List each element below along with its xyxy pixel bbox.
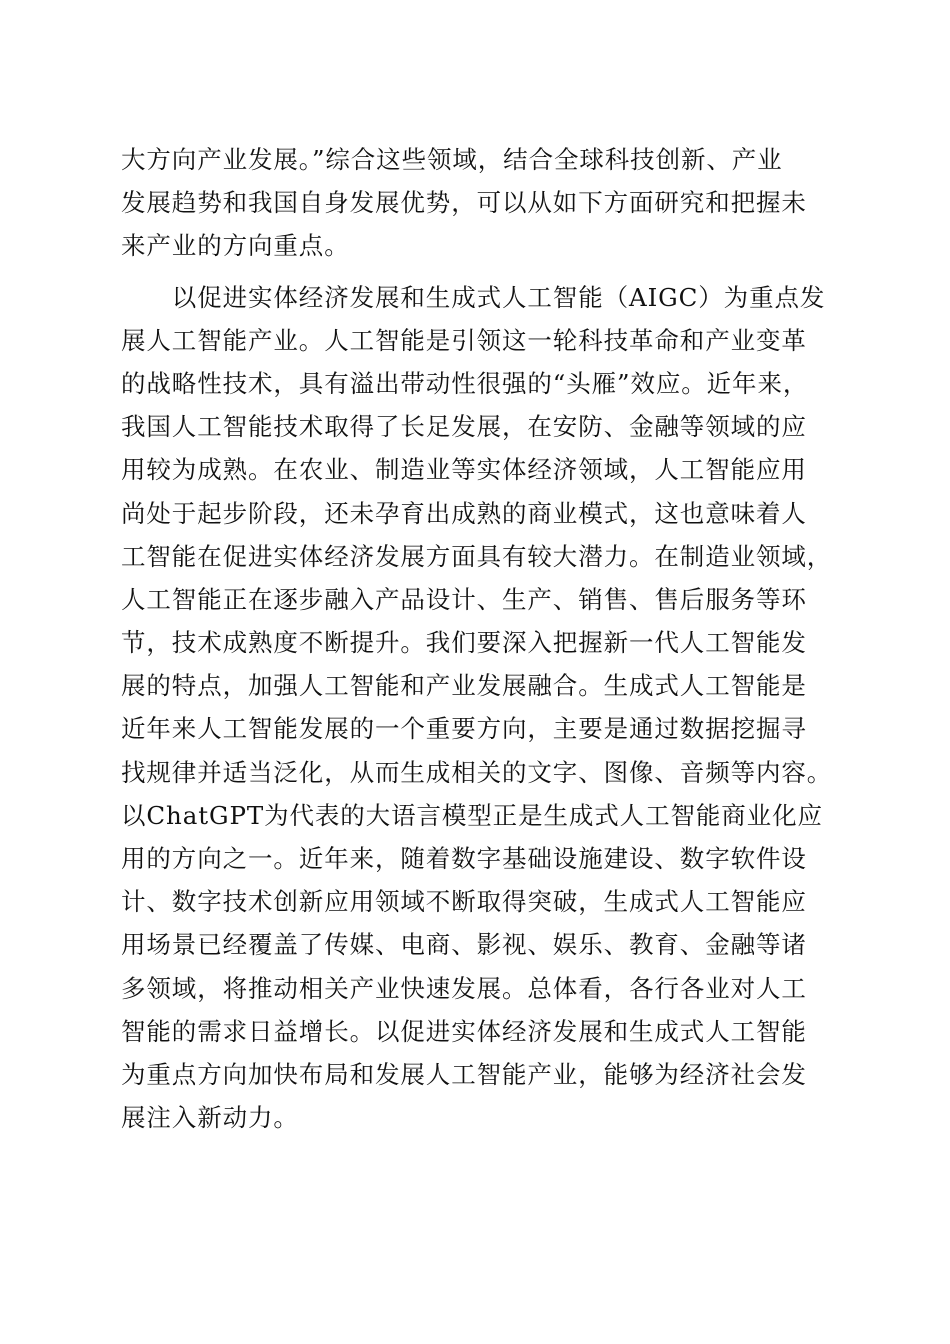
text-line: 用场景已经覆盖了传媒、电商、影视、娱乐、教育、金融等诸 [121, 930, 807, 960]
text-line: 用的方向之一。近年来，随着数字基础设施建设、数字软件设 [121, 844, 807, 873]
text-line: 智能的需求日益增长。以促进实体经济发展和生成式人工智能 [121, 1016, 807, 1046]
text-line: 以促进实体经济发展和生成式人工智能（AIGC）为重点发 [121, 282, 826, 312]
text-line: 用较为成熟。在农业、制造业等实体经济领域，人工智能应用 [121, 455, 807, 485]
text-line: 多领域，将推动相关产业快速发展。总体看，各行各业对人工 [121, 973, 807, 1003]
text-line: 找规律并适当泛化，从而生成相关的文字、图像、音频等内容。 [121, 757, 833, 787]
text-line: 以ChatGPT为代表的大语言模型正是生成式人工智能商业化应 [121, 800, 823, 830]
paragraph-spacer [121, 268, 831, 276]
text-line: 发展趋势和我国自身发展优势，可以从如下方面研究和把握未 [121, 188, 807, 218]
text-line: 人工智能正在逐步融入产品设计、生产、销售、售后服务等环 [121, 584, 807, 614]
paragraph-1 [121, 138, 831, 268]
text-line: 我国人工智能技术取得了长足发展，在安防、金融等领域的应 [121, 412, 807, 442]
text-line: 尚处于起步阶段，还未孕育出成熟的商业模式，这也意味着人 [121, 498, 807, 528]
text-line: 展的特点，加强人工智能和产业发展融合。生成式人工智能是 [121, 671, 807, 701]
text-line: 大方向产业发展。”综合这些领域，结合全球科技创新、产业 [121, 145, 783, 174]
text-line: 的战略性技术，具有溢出带动性很强的“头雁”效应。近年来， [121, 368, 809, 398]
body-text [121, 138, 831, 1139]
text-line: 工智能在促进实体经济发展方面具有较大潜力。在制造业领域， [121, 541, 833, 571]
text-line: 节，技术成熟度不断提升。我们要深入把握新一代人工智能发 [121, 628, 807, 658]
text-line: 展注入新动力。 [121, 1103, 299, 1133]
text-line: 为重点方向加快布局和发展人工智能产业，能够为经济社会发 [121, 1059, 807, 1089]
text-line: 来产业的方向重点。 [121, 231, 350, 261]
text-line: 展人工智能产业。人工智能是引领这一轮科技革命和产业变革 [121, 325, 807, 355]
paragraph-2 [121, 276, 831, 1140]
text-line: 近年来人工智能发展的一个重要方向，主要是通过数据挖掘寻 [121, 714, 807, 744]
text-line: 计、数字技术创新应用领域不断取得突破，生成式人工智能应 [121, 887, 807, 917]
